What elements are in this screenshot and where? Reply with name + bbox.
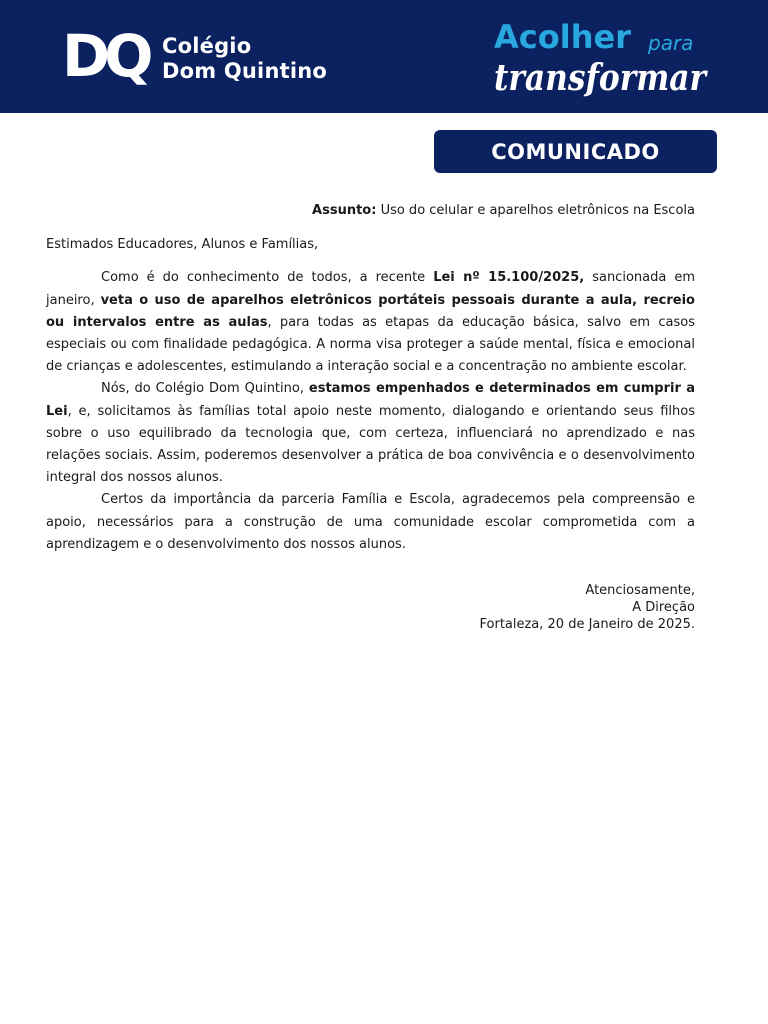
subject-label: Assunto:: [312, 203, 377, 218]
slogan-logo: [490, 14, 720, 106]
closing-block: [46, 582, 695, 633]
p1-bold-ban: veta o uso de aparelhos eletrônicos portáteis pessoais durante a aula, recreio ou intervalos entre as aulas: [46, 292, 695, 330]
p2-text-1: Nós, do Colégio Dom Quintino,: [101, 381, 309, 397]
slogan-word-acolher: Acolher: [494, 18, 631, 56]
paragraph-1: [46, 267, 695, 378]
paragraph-2: [46, 378, 695, 489]
school-logo-icon: [62, 24, 158, 88]
p1-text-3: , para todas as etapas da educação básica, salvo em casos especiais ou com finalidade pedagógica. A norma visa proteger a saúde mental, física e emocional de crianças e adolescentes, estimulando a interação social e a concentração no ambiente escolar.: [46, 314, 695, 375]
closing-regards: Atenciosamente,: [585, 583, 695, 599]
greeting: Estimados Educadores, Alunos e Famílias,: [46, 237, 319, 253]
comunicado-badge: [434, 130, 717, 173]
school-name-line2: Dom Quintino: [162, 59, 328, 83]
letter-body: [46, 200, 695, 633]
paragraph-3: Certos da importância da parceria Família e Escola, agradecemos pela compreensão e apoio, necessários para a construção de uma comunidade escolar comprometida com a aprendizagem e o desenvolvimento dos nossos alunos.: [46, 492, 695, 552]
page-header: [0, 0, 768, 113]
school-name-line1: Colégio: [162, 34, 252, 58]
school-name: [162, 34, 327, 84]
comunicado-label: COMUNICADO: [491, 139, 660, 164]
subject-text: Uso do celular e aparelhos eletrônicos na Escola: [380, 203, 695, 218]
p1-text-1: Como é do conhecimento de todos, a recente: [101, 270, 434, 286]
slogan-word-para: para: [648, 31, 694, 55]
slogan-word-transformar: transformar: [494, 57, 709, 99]
logo-initials: DQ: [62, 24, 148, 88]
p2-text-2: , e, solicitamos às famílias total apoio neste momento, dialogando e orientando seus filhos sobre o uso equilibrado da tecnologia que, com certeza, influenciará no aprendizado e nas relações sociais. Assim, poderemos desenvolver a prática de boa convivência e o desenvolvimento integral dos nossos alunos.: [46, 403, 695, 486]
p1-bold-law: Lei nº 15.100/2025,: [433, 270, 585, 286]
p2-bold-commitment: estamos empenhados e determinados em cumprir a Lei: [46, 381, 695, 419]
closing-date: Fortaleza, 20 de Janeiro de 2025.: [479, 617, 695, 633]
p1-text-2: sancionada em janeiro,: [46, 270, 695, 308]
subject-line: [46, 200, 695, 222]
closing-signature: A Direção: [632, 600, 695, 616]
